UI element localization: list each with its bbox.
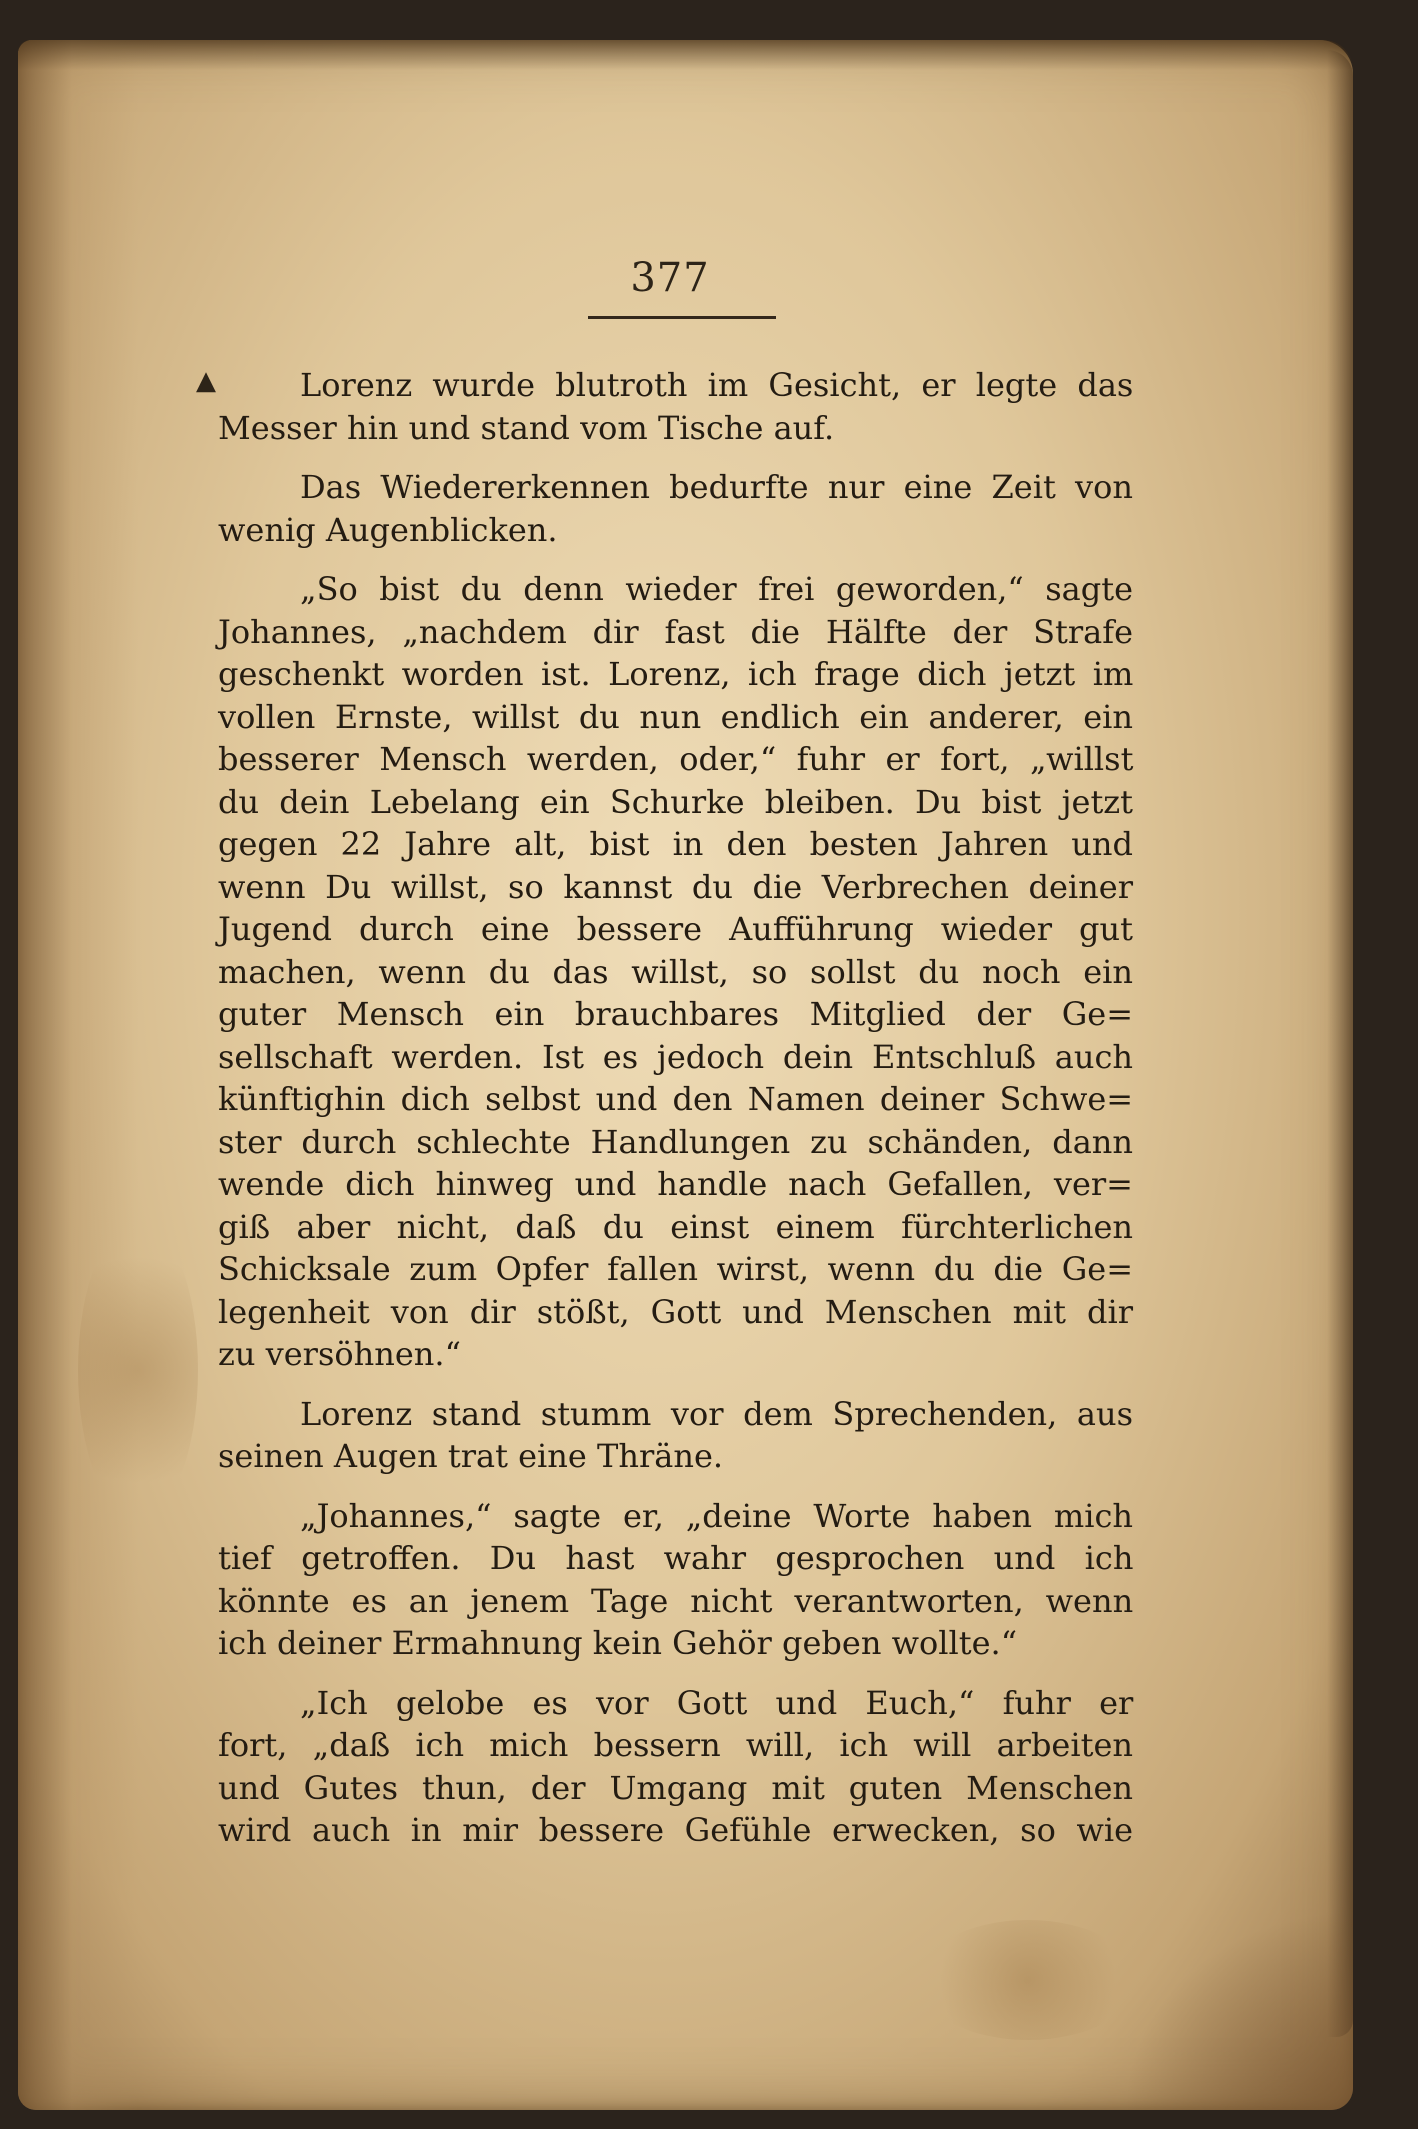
text-line: und Gutes thun, der Umgang mit guten Menschen: [218, 1768, 1133, 1807]
page-number: 377: [630, 255, 710, 301]
text-line: Messer hin und stand vom Tische auf.: [218, 408, 835, 447]
text-line: fort, „daß ich mich bessern will, ich will arbeiten: [218, 1726, 1133, 1764]
text-line: wird auch in mir bessere Gefühle erwecken, so wie: [218, 1811, 1133, 1849]
text-line: besserer Mensch werden, oder,“ fuhr er fort, „willst: [218, 740, 1134, 778]
text-line: legenheit von dir stößt, Gott und Menschen mit dir: [218, 1292, 1133, 1331]
paragraph: [218, 568, 1133, 1376]
page-header: [570, 255, 770, 301]
text-line: wenig Augenblicken.: [218, 510, 558, 549]
paragraph-marker-icon: ▲: [196, 366, 216, 396]
text-line: Lorenz wurde blutroth im Gesicht, er legte das: [300, 366, 1134, 404]
text-line: sellschaft werden. Ist es jedoch dein Entschluß auch: [218, 1037, 1133, 1076]
text-line: seinen Augen trat eine Thräne.: [218, 1437, 724, 1475]
header-rule: [588, 316, 776, 319]
text-line: zu versöhnen.“: [218, 1335, 461, 1373]
text-line: könnte es an jenem Tage nicht verantworten, wenn: [218, 1581, 1134, 1620]
text-line: wenn Du willst, so kannst du die Verbrechen deiner: [218, 867, 1133, 906]
page-top-edge: [18, 40, 1353, 70]
text-line: gegen 22 Jahre alt, bist in den besten Jahren und: [218, 825, 1133, 863]
text-line: geschenkt worden ist. Lorenz, ich frage dich jetzt im: [218, 655, 1134, 693]
text-line: künftighin dich selbst und den Namen deiner Schwe=: [218, 1080, 1134, 1118]
paragraph: [218, 1682, 1133, 1852]
paragraph: [218, 364, 1133, 449]
text-line: vollen Ernste, willst du nun endlich ein anderer, ein: [218, 697, 1133, 736]
text-line: ich deiner Ermahnung kein Gehör geben wollte.“: [218, 1624, 1018, 1662]
text-line: wende dich hinweg und handle nach Gefallen, ver=: [218, 1165, 1133, 1203]
text-line: „Ich gelobe es vor Gott und Euch,“ fuhr er: [300, 1683, 1134, 1722]
paragraph: [218, 466, 1133, 551]
text-line: „Johannes,“ sagte er, „deine Worte haben mich: [300, 1496, 1133, 1535]
text-line: ster durch schlechte Handlungen zu schänden, dann: [218, 1122, 1133, 1161]
paper-stain: [918, 1920, 1138, 2040]
text-line: Lorenz stand stumm vor dem Sprechenden, aus: [300, 1394, 1133, 1433]
text-line: du dein Lebelang ein Schurke bleiben. Du bist jetzt: [218, 782, 1134, 821]
text-line: giß aber nicht, daß du einst einem fürchterlichen: [218, 1207, 1133, 1246]
page-right-edge: [1327, 50, 1353, 2037]
text-line: Johannes, „nachdem dir fast die Hälfte der Strafe: [218, 612, 1133, 651]
paragraph: [218, 1393, 1133, 1478]
text-line: Jugend durch eine bessere Aufführung wieder gut: [218, 910, 1133, 948]
worn-corner: [1123, 1910, 1353, 2110]
paper-stain: [78, 1220, 198, 1520]
page-spine-shadow: [18, 40, 138, 2110]
text-line: Schicksale zum Opfer fallen wirst, wenn du die Ge=: [218, 1250, 1133, 1288]
text-line: Das Wiedererkennen bedurfte nur eine Zeit von: [300, 468, 1133, 506]
text-line: „So bist du denn wieder frei geworden,“ sagte: [300, 570, 1134, 608]
text-line: guter Mensch ein brauchbares Mitglied der Ge=: [218, 995, 1133, 1033]
body-text: [218, 364, 1133, 1869]
text-line: machen, wenn du das willst, so sollst du noch ein: [218, 952, 1133, 991]
paragraph: [218, 1495, 1133, 1665]
text-line: tief getroffen. Du hast wahr gesprochen und ich: [218, 1539, 1134, 1577]
